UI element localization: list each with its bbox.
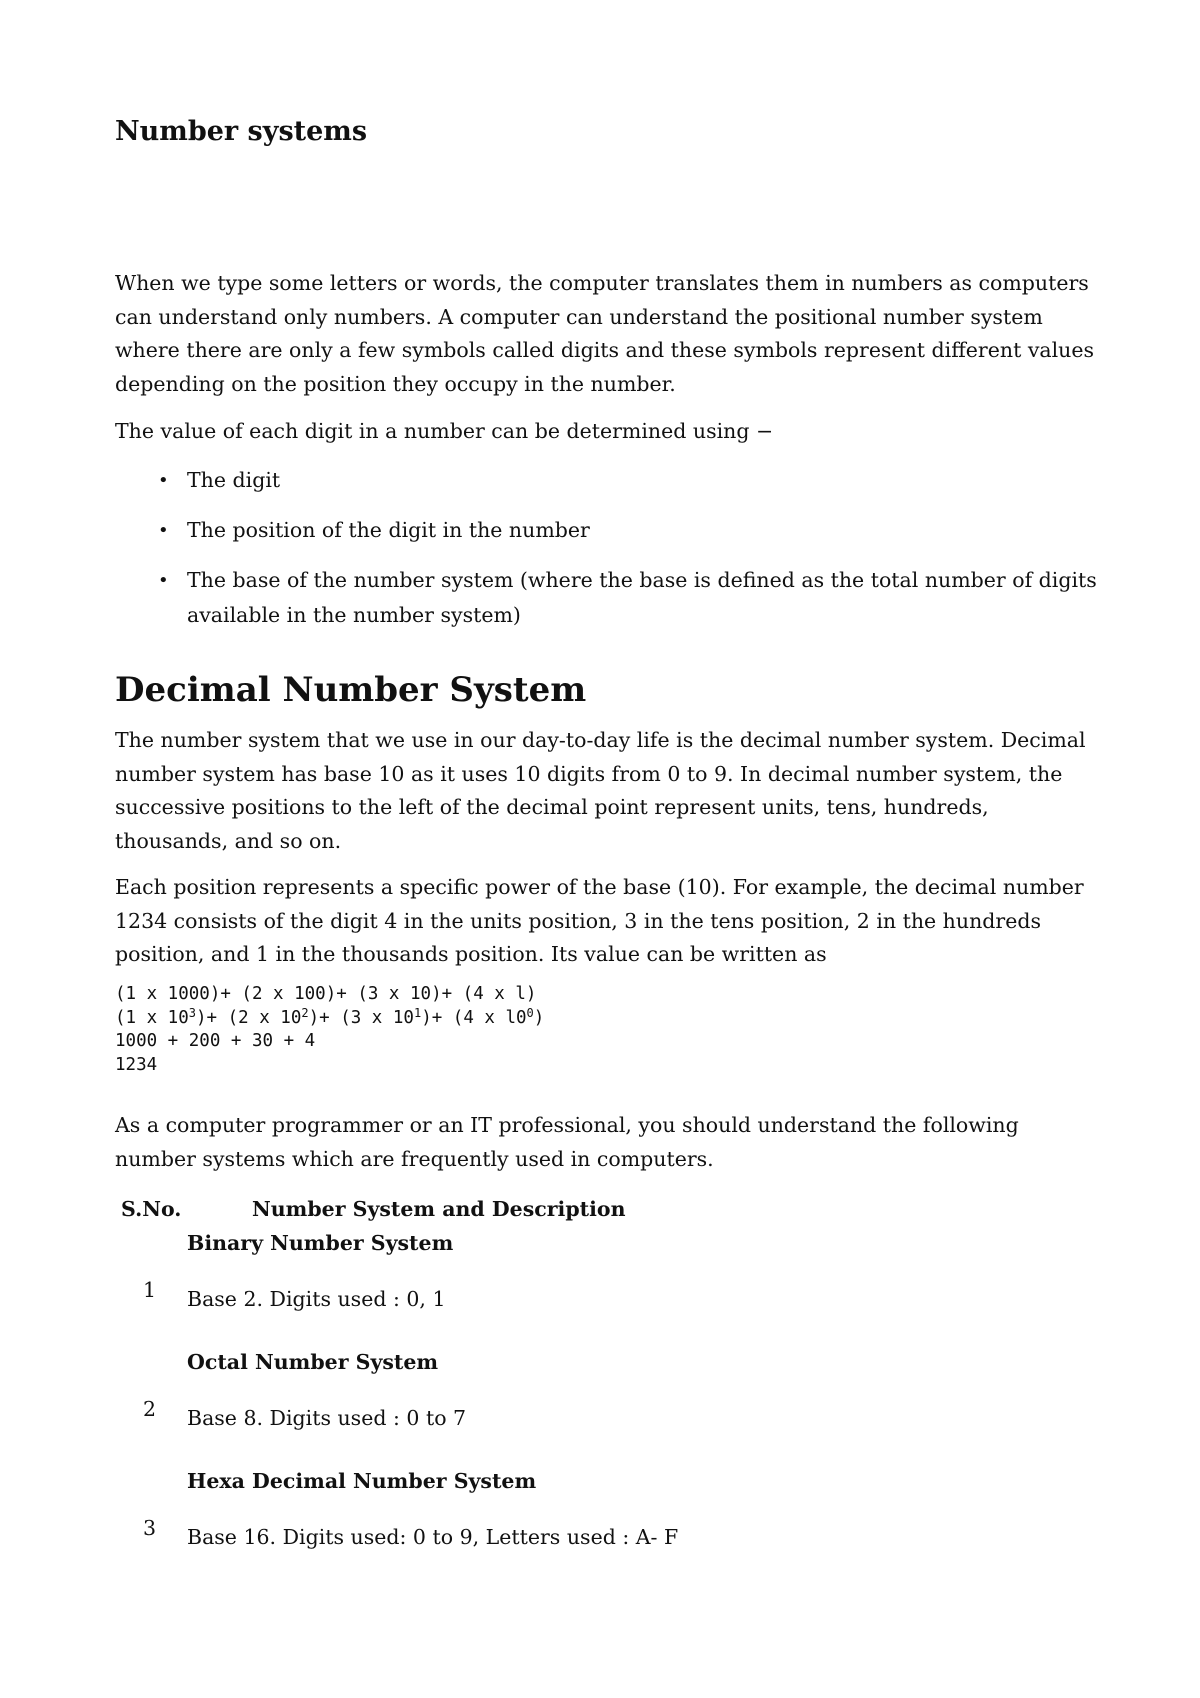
row-description: Base 2. Digits used : 0, 1 xyxy=(187,1287,446,1311)
table-row xyxy=(115,1227,1100,1337)
row-system-name: Hexa Decimal Number System xyxy=(187,1469,537,1493)
code-line-powers xyxy=(115,1007,544,1031)
bullet-icon: • xyxy=(158,520,169,541)
intro-paragraph: When we type some letters or words, the computer translates them in numbers as computers can understand only numbers. A computer can understand the positional number system where there are only a few symbols called digits and these symbols represent different values depending on the position they occupy in the number. xyxy=(115,271,1095,396)
bullet-icon: • xyxy=(158,470,169,491)
exponent: 0 xyxy=(526,1005,534,1020)
code-segment: )+ (3 x 10 xyxy=(308,1007,414,1028)
position-paragraph: Each position represents a specific power of the base (10). For example, the decimal number 1234 consists of the digit 4 in the units position, 3 in the tens position, 2 in the hundreds position, and 1 in the thousands position. Its value can be written as xyxy=(115,875,1084,966)
code-line: 1234 xyxy=(115,1054,158,1075)
list-item xyxy=(115,563,1100,633)
document-title: Number systems xyxy=(115,116,368,147)
exponent: 2 xyxy=(301,1005,309,1020)
table-header-description: Number System and Description xyxy=(252,1197,626,1221)
row-number: 3 xyxy=(143,1516,157,1540)
table-header-sno: S.No. xyxy=(121,1197,182,1221)
list-item-text: The base of the number system (where the base is defined as the total number of digits available in the number system) xyxy=(187,568,1097,627)
digit-value-list xyxy=(115,463,1100,648)
row-number: 1 xyxy=(143,1278,157,1302)
exponent: 3 xyxy=(188,1005,196,1020)
row-system-name: Octal Number System xyxy=(187,1350,439,1374)
expansion-code-block xyxy=(115,983,544,1077)
outro-paragraph: As a computer programmer or an IT professional, you should understand the following number systems which are frequently used in computers. xyxy=(115,1113,1019,1171)
table-row xyxy=(115,1346,1100,1456)
number-system-table xyxy=(115,1193,1100,1613)
list-item xyxy=(115,513,1100,548)
code-line: 1000 + 200 + 30 + 4 xyxy=(115,1031,316,1051)
value-lead-paragraph: The value of each digit in a number can be determined using − xyxy=(115,419,774,443)
code-segment: )+ (2 x 10 xyxy=(196,1007,302,1028)
decimal-section-heading: Decimal Number System xyxy=(115,670,587,710)
code-segment: ) xyxy=(533,1007,545,1028)
code-segment: (1 x 10 xyxy=(115,1007,189,1028)
bullet-icon: • xyxy=(158,570,169,591)
row-description: Base 16. Digits used: 0 to 9, Letters used : A- F xyxy=(187,1525,679,1549)
decimal-paragraph: The number system that we use in our day-to-day life is the decimal number system. Decimal number system has base 10 as it uses 10 digits from 0 to 9. In decimal number system, the successive positions to the left of the decimal point represent units, tens, hundreds, thousands, and so on. xyxy=(115,728,1086,853)
table-row xyxy=(115,1465,1100,1575)
list-item-text: The position of the digit in the number xyxy=(187,518,590,542)
code-segment: )+ (4 x l0 xyxy=(421,1007,527,1028)
row-system-name: Binary Number System xyxy=(187,1231,454,1255)
exponent: 1 xyxy=(413,1005,422,1020)
code-line: (1 x 1000)+ (2 x 100)+ (3 x 10)+ (4 x l) xyxy=(115,984,537,1004)
row-description: Base 8. Digits used : 0 to 7 xyxy=(187,1406,467,1430)
list-item-text: The digit xyxy=(187,468,281,492)
list-item xyxy=(115,463,1100,498)
row-number: 2 xyxy=(143,1397,157,1421)
